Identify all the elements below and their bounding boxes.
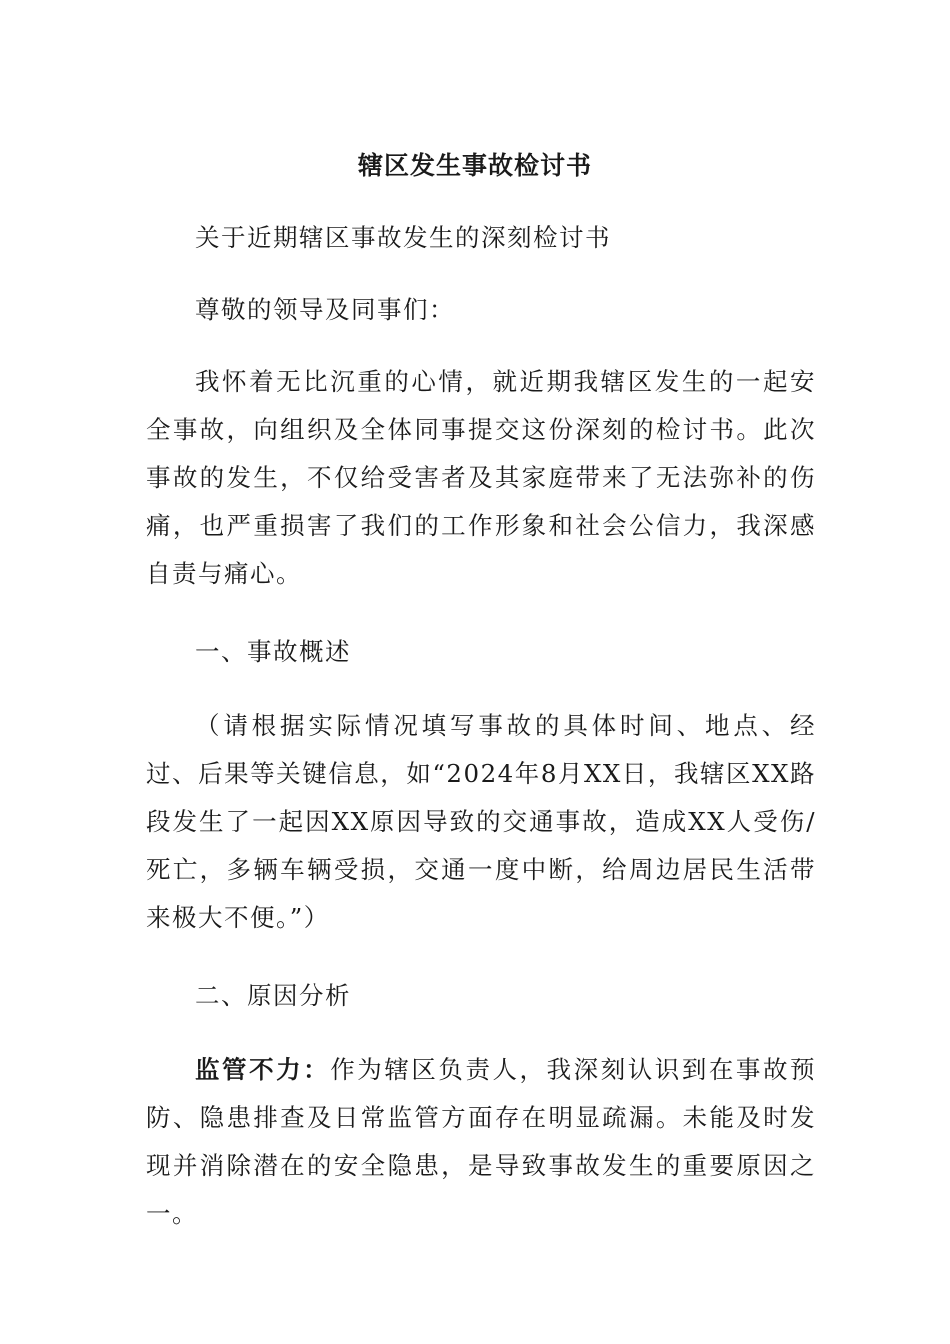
- salutation: 尊敬的领导及同事们：: [195, 295, 455, 324]
- section1-body: （请根据实际情况填写事故的具体时间、地点、经过、后果等关键信息，如“2024年8月XX日，我辖区XX路段发生了一起因XX原因导致的交通事故，造成XX人受伤/死亡，多辆车辆受损，交通一度中断，给周边居民生活带来极大不便。”）: [146, 711, 816, 932]
- document-subtitle: 关于近期辖区事故发生的深刻检讨书: [195, 223, 611, 252]
- section2-heading: 二、原因分析: [195, 981, 351, 1010]
- section2-body: 作为辖区负责人，我深刻认识到在事故预防、隐患排查及日常监管方面存在明显疏漏。未能及时发现并消除潜在的安全隐患，是导致事故发生的重要原因之一。: [146, 1055, 817, 1228]
- section1-heading: 一、事故概述: [195, 637, 351, 666]
- section2-lead: 监管不力：: [195, 1055, 331, 1084]
- section2-paragraph: [146, 1046, 816, 1238]
- intro-paragraph: 我怀着无比沉重的心情，就近期我辖区发生的一起安全事故，向组织及全体同事提交这份深刻的检讨书。此次事故的发生，不仅给受害者及其家庭带来了无法弥补的伤痛，也严重损害了我们的工作形象和社会公信力，我深感自责与痛心。: [146, 367, 816, 588]
- document-title: 辖区发生事故检讨书: [357, 151, 592, 180]
